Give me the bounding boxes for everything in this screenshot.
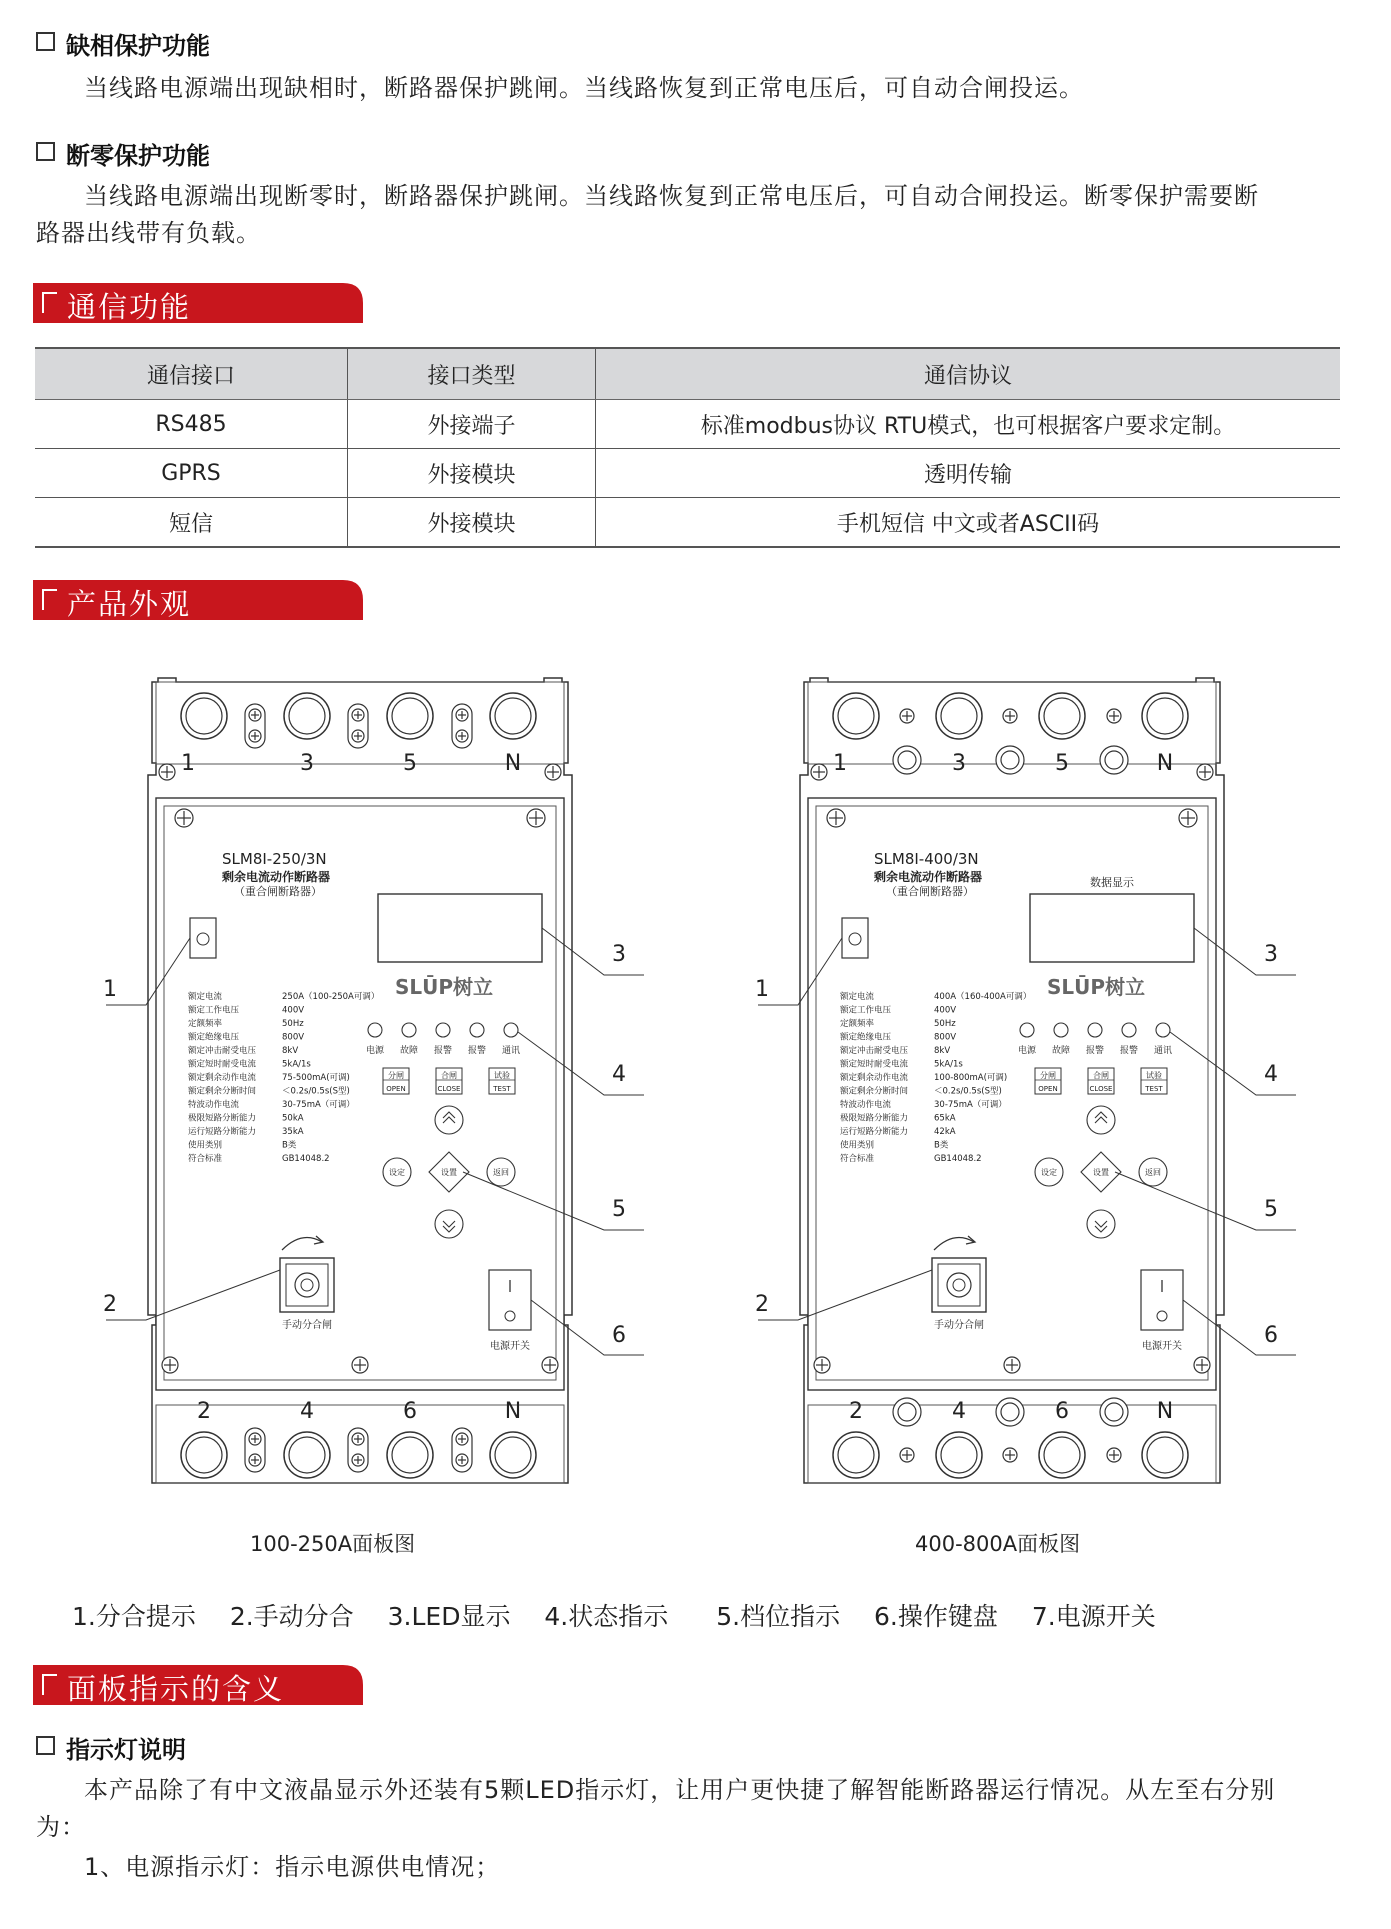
spec-value: B类	[934, 1140, 949, 1151]
spec-label: 定额频率	[188, 1019, 223, 1029]
callout-number: 1	[755, 977, 769, 1002]
section-banner-communication	[33, 283, 363, 323]
terminal-label: 2	[197, 1399, 211, 1424]
spec-label: 额定短时耐受电流	[840, 1059, 909, 1070]
terminal-icon	[1147, 1437, 1183, 1473]
table-row	[35, 498, 1340, 548]
checkbox-icon	[36, 142, 55, 161]
product-sub: （重合闸断路器）	[886, 885, 974, 898]
banner-title: 面板指示的含义	[67, 1672, 285, 1706]
spec-label: 额定剩余分断时间	[840, 1086, 909, 1097]
terminal-icon	[495, 698, 531, 734]
led-label: 通讯	[501, 1046, 521, 1056]
callout-number: 2	[755, 1292, 769, 1317]
button-label: OPEN	[1038, 1085, 1058, 1093]
spec-value: GB14048.2	[282, 1154, 330, 1164]
up-arrow-icon	[435, 1106, 463, 1134]
status-led-icon	[402, 1023, 416, 1037]
terminal-label: 1	[833, 751, 847, 776]
spec-value: 30-75mA（可调）	[282, 1100, 355, 1110]
table-cell: 外接端子	[348, 400, 596, 449]
spec-value: B类	[282, 1140, 297, 1151]
table-cell: 外接模块	[348, 449, 596, 498]
spec-value: 400V	[934, 1005, 957, 1016]
product-name: 剩余电流动作断路器	[874, 870, 983, 884]
spec-label: 额定工作电压	[840, 1005, 892, 1016]
breaker-panel	[755, 678, 1296, 1483]
button-label: 合闸	[441, 1071, 457, 1080]
status-led-icon	[470, 1023, 484, 1037]
callout-number: 3	[612, 942, 626, 967]
table-header: 接口类型	[348, 348, 596, 400]
terminal-icon	[898, 751, 916, 769]
terminal-label: N	[1156, 751, 1174, 776]
spec-value: 50Hz	[282, 1019, 304, 1029]
status-led-icon	[368, 1023, 382, 1037]
button-label: CLOSE	[437, 1085, 461, 1093]
key-label: 设置	[441, 1168, 457, 1177]
spec-label: 极限短路分断能力	[188, 1113, 257, 1124]
terminal-label: 6	[403, 1399, 417, 1424]
table-row	[35, 449, 1340, 498]
status-led-icon	[1054, 1023, 1068, 1037]
section-text-indicator-1: 本产品除了有中文液晶显示外还装有5颗LED指示灯，让用户更快捷了解智能断路器运行情况。从左至右分别	[84, 1776, 1276, 1804]
table-cell: 外接模块	[348, 498, 596, 548]
spec-value: 5kA/1s	[934, 1059, 963, 1070]
key-label: 返回	[1145, 1168, 1161, 1177]
manual-switch-knob	[301, 1279, 313, 1291]
table-cell: RS485	[35, 400, 348, 449]
legend-item: 4.状态指示	[544, 1602, 669, 1631]
key-label: 设定	[1041, 1168, 1057, 1177]
section-text-indicator-2: 为：	[36, 1813, 86, 1841]
callout-number: 4	[612, 1062, 626, 1087]
banner-title: 产品外观	[67, 587, 192, 621]
key-label: 返回	[493, 1168, 509, 1177]
status-led-icon	[1156, 1023, 1170, 1037]
panel-drawings	[0, 660, 1391, 1580]
power-switch-mark	[505, 1311, 515, 1321]
led-label: 报警	[1119, 1046, 1139, 1056]
terminal-icon	[392, 1437, 428, 1473]
terminal-icon	[186, 1437, 222, 1473]
spec-label: 额定剩余动作电流	[840, 1073, 909, 1083]
button-label: 合闸	[1093, 1071, 1109, 1080]
panel-caption-left: 100-250A面板图	[250, 1532, 416, 1556]
terminal-label: 4	[952, 1399, 966, 1424]
spec-value: 800V	[934, 1032, 957, 1043]
section-text-neutral-loss-1: 当线路电源端出现断零时，断路器保护跳闸。当线路恢复到正常电压后，可自动合闸投运。断零保护需要断	[84, 182, 1259, 210]
terminal-icon	[1001, 1403, 1019, 1421]
spec-label: 额定冲击耐受电压	[188, 1046, 257, 1056]
terminal-icon	[1147, 698, 1183, 734]
led-label: 电源	[1017, 1046, 1037, 1056]
checkbox-icon	[36, 32, 55, 51]
spec-label: 额定短时耐受电流	[188, 1059, 257, 1070]
spec-label: 运行短路分断能力	[840, 1127, 909, 1137]
indicator-light	[197, 933, 209, 945]
section-title-neutral-loss: 断零保护功能	[66, 142, 210, 170]
terminal-label: 5	[403, 751, 417, 776]
led-label: 报警	[467, 1046, 487, 1056]
button-label: CLOSE	[1089, 1085, 1113, 1093]
callout-number: 4	[1264, 1062, 1278, 1087]
spec-label: 运行短路分断能力	[188, 1127, 257, 1137]
spec-label: 额定剩余动作电流	[188, 1073, 257, 1083]
manual-switch-knob	[953, 1279, 965, 1291]
spec-label: 使用类别	[188, 1140, 223, 1151]
panel-legend	[72, 1597, 1182, 1633]
table-header: 通信协议	[596, 348, 1341, 400]
button-label: OPEN	[386, 1085, 406, 1093]
terminal-label: N	[504, 751, 522, 776]
spec-label: 使用类别	[840, 1140, 875, 1151]
status-led-icon	[1122, 1023, 1136, 1037]
callout-number: 5	[1264, 1197, 1278, 1222]
banner-title: 通信功能	[67, 290, 192, 324]
spec-label: 特波动作电流	[840, 1100, 892, 1110]
spec-value: 50kA	[282, 1113, 304, 1124]
spec-value: 800V	[282, 1032, 305, 1043]
spec-label: 极限短路分断能力	[840, 1113, 909, 1124]
terminal-label: 1	[181, 751, 195, 776]
lcd-display	[378, 894, 542, 962]
section-title-phase-loss: 缺相保护功能	[66, 32, 210, 60]
led-label: 故障	[1051, 1046, 1071, 1056]
model-label: SLM8I-400/3N	[874, 850, 979, 868]
section-text-phase-loss: 当线路电源端出现缺相时，断路器保护跳闸。当线路恢复到正常电压后，可自动合闸投运。	[84, 74, 1084, 102]
callout-number: 5	[612, 1197, 626, 1222]
product-name: 剩余电流动作断路器	[222, 870, 331, 884]
spec-value: 400V	[282, 1005, 305, 1016]
terminal-icon	[495, 1437, 531, 1473]
button-label: 试验	[494, 1071, 510, 1080]
legend-item: 5.档位指示	[716, 1602, 841, 1631]
spec-value: 50Hz	[934, 1019, 956, 1029]
spec-label: 特波动作电流	[188, 1100, 240, 1110]
spec-label: 符合标准	[188, 1154, 223, 1164]
button-label: TEST	[1145, 1085, 1163, 1093]
status-led-icon	[1020, 1023, 1034, 1037]
spec-value: ＜0.2s/0.5s(S型)	[282, 1086, 350, 1097]
table-row	[35, 400, 1340, 449]
legend-item: 3.LED显示	[387, 1602, 511, 1631]
spec-value: 8kV	[934, 1046, 951, 1056]
legend-item: 1.分合提示	[72, 1602, 196, 1631]
callout-number: 6	[612, 1323, 626, 1348]
terminal-label: 4	[300, 1399, 314, 1424]
terminal-icon	[392, 698, 428, 734]
legend-item: 7.电源开关	[1031, 1602, 1156, 1631]
button-label: 分闸	[388, 1071, 404, 1080]
table-cell: 手机短信 中文或者ASCII码	[596, 498, 1341, 548]
spec-label: 额定电流	[188, 992, 223, 1002]
terminal-icon	[1044, 698, 1080, 734]
display-label: 数据显示	[1090, 876, 1134, 889]
up-arrow-icon	[1087, 1106, 1115, 1134]
spec-label: 额定剩余分断时间	[188, 1086, 257, 1097]
section-title-indicator: 指示灯说明	[66, 1736, 186, 1764]
button-label: TEST	[493, 1085, 511, 1093]
terminal-icon	[941, 1437, 977, 1473]
spec-value: 100-800mA(可调)	[934, 1073, 1008, 1083]
terminal-label: 3	[300, 751, 314, 776]
terminal-label: 3	[952, 751, 966, 776]
key-label: 设置	[1093, 1168, 1109, 1177]
status-led-icon	[1088, 1023, 1102, 1037]
spec-value: 250A（100-250A可调）	[282, 992, 380, 1002]
terminal-label: N	[504, 1399, 522, 1424]
section-banner-panel-meaning	[33, 1665, 363, 1705]
led-label: 电源	[365, 1046, 385, 1056]
spec-value: GB14048.2	[934, 1154, 982, 1164]
terminal-icon	[1105, 751, 1123, 769]
spec-label: 符合标准	[840, 1154, 875, 1164]
checkbox-icon	[36, 1736, 55, 1755]
down-arrow-icon	[435, 1210, 463, 1238]
lcd-display	[1030, 894, 1194, 962]
spec-label: 额定绝缘电压	[188, 1032, 240, 1043]
section-text-indicator-item1: 1、电源指示灯：指示电源供电情况；	[84, 1853, 501, 1881]
product-sub: （重合闸断路器）	[234, 885, 322, 898]
communication-table	[35, 347, 1340, 548]
terminal-icon	[1001, 751, 1019, 769]
manual-label: 手动分合闸	[934, 1320, 984, 1331]
spec-label: 额定冲击耐受电压	[840, 1046, 909, 1056]
spec-value: 5kA/1s	[282, 1059, 311, 1070]
section-text-neutral-loss-2: 路器出线带有负载。	[36, 219, 261, 247]
terminal-icon	[838, 698, 874, 734]
spec-value: 30-75mA（可调）	[934, 1100, 1007, 1110]
spec-label: 额定电流	[840, 992, 875, 1002]
spec-value: 8kV	[282, 1046, 299, 1056]
button-label: 分闸	[1040, 1071, 1056, 1080]
spec-value: 42kA	[934, 1127, 956, 1137]
status-led-icon	[504, 1023, 518, 1037]
table-header: 通信接口	[35, 348, 348, 400]
terminal-icon	[186, 698, 222, 734]
terminal-label: 2	[849, 1399, 863, 1424]
power-switch-label: 电源开关	[1142, 1341, 1182, 1352]
breaker-panel	[103, 678, 644, 1483]
callout-number: 2	[103, 1292, 117, 1317]
table-cell: GPRS	[35, 449, 348, 498]
brand-logo: SLŪP树立	[1046, 975, 1146, 999]
callout-number: 3	[1264, 942, 1278, 967]
spec-label: 定额频率	[840, 1019, 875, 1029]
spec-value: 75-500mA(可调)	[282, 1073, 350, 1083]
callout-number: 1	[103, 977, 117, 1002]
terminal-icon	[289, 698, 325, 734]
model-label: SLM8I-250/3N	[222, 850, 327, 868]
led-label: 通讯	[1153, 1046, 1173, 1056]
spec-label: 额定绝缘电压	[840, 1032, 892, 1043]
power-switch-label: 电源开关	[490, 1341, 530, 1352]
terminal-icon	[1105, 1403, 1123, 1421]
spec-value: 35kA	[282, 1127, 304, 1137]
indicator-light	[849, 933, 861, 945]
terminal-icon	[941, 698, 977, 734]
terminal-label: 5	[1055, 751, 1069, 776]
spec-value: 65kA	[934, 1113, 956, 1124]
terminal-icon	[289, 1437, 325, 1473]
status-led-icon	[436, 1023, 450, 1037]
terminal-icon	[1044, 1437, 1080, 1473]
legend-item: 2.手动分合	[229, 1602, 354, 1631]
section-banner-appearance	[33, 580, 363, 620]
spec-label: 额定工作电压	[188, 1005, 240, 1016]
brand-logo: SLŪP树立	[394, 975, 494, 999]
led-label: 报警	[1085, 1046, 1105, 1056]
terminal-icon	[838, 1437, 874, 1473]
table-cell: 短信	[35, 498, 348, 548]
power-switch-mark	[1157, 1311, 1167, 1321]
down-arrow-icon	[1087, 1210, 1115, 1238]
button-label: 试验	[1146, 1071, 1162, 1080]
spec-value: ＜0.2s/0.5s(S型)	[934, 1086, 1002, 1097]
manual-label: 手动分合闸	[282, 1320, 332, 1331]
terminal-icon	[898, 1403, 916, 1421]
table-cell: 透明传输	[596, 449, 1341, 498]
key-label: 设定	[389, 1168, 405, 1177]
led-label: 故障	[399, 1046, 419, 1056]
callout-number: 6	[1264, 1323, 1278, 1348]
legend-item: 6.操作键盘	[874, 1602, 998, 1631]
spec-value: 400A（160-400A可调）	[934, 992, 1032, 1002]
table-header-row	[35, 348, 1340, 400]
panel-caption-right: 400-800A面板图	[915, 1532, 1081, 1556]
led-label: 报警	[433, 1046, 453, 1056]
terminal-label: N	[1156, 1399, 1174, 1424]
terminal-label: 6	[1055, 1399, 1069, 1424]
table-cell: 标准modbus协议 RTU模式，也可根据客户要求定制。	[596, 400, 1341, 449]
